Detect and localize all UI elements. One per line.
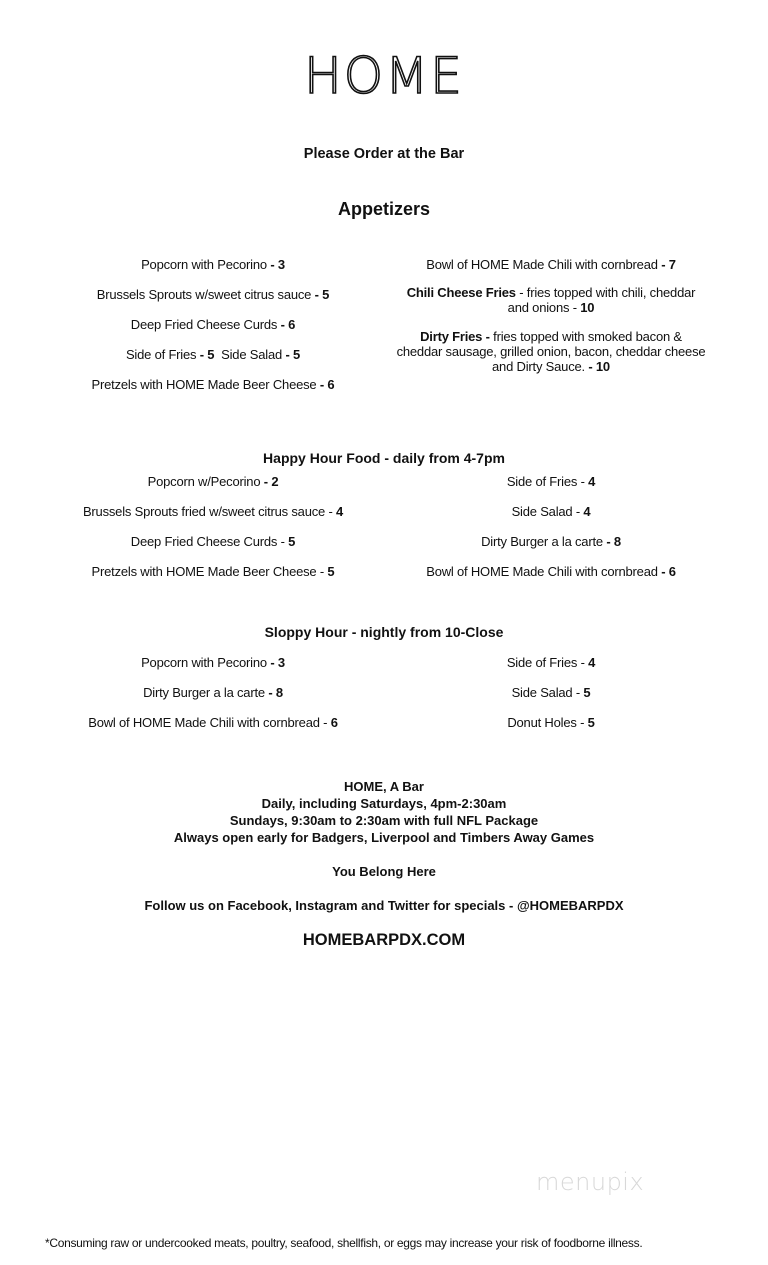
menu-item	[53, 474, 373, 489]
menu-item-bold-text: 6	[330, 715, 338, 730]
menu-item-text: Side Salad -	[511, 504, 584, 519]
menu-item-text: Brussels Sprouts w/sweet citrus sauce	[96, 287, 315, 302]
menu-item-text: Popcorn with Pecorino	[141, 655, 271, 670]
menu-item-text: Deep Fried Cheese Curds -	[130, 534, 289, 549]
menu-item	[53, 715, 373, 730]
menu-item-bold-text: - 8	[606, 534, 621, 549]
menu-item-bold-text: 10	[580, 300, 595, 315]
menu-item-bold-text: 5	[288, 534, 296, 549]
menu-item-text: Popcorn with Pecorino	[141, 257, 271, 272]
menu-item	[53, 504, 373, 519]
happy-hour-heading: Happy Hour Food - daily from 4-7pm	[263, 450, 505, 466]
menu-item-text: Brussels Sprouts fried w/sweet citrus sauce -	[82, 504, 337, 519]
menu-item	[53, 377, 373, 392]
menu-item-text: Dirty Burger a la carte	[481, 534, 607, 549]
disclaimer: *Consuming raw or undercooked meats, poultry, seafood, shellfish, or eggs may increase your risk of foodborne illness.	[45, 1236, 643, 1250]
bar-name: HOME, A Bar	[344, 779, 424, 794]
logo: HOME	[304, 47, 464, 105]
menu-item-text: Bowl of HOME Made Chili with cornbread	[426, 564, 662, 579]
menu-item	[391, 655, 711, 670]
menu-item-text: - fries topped with chili, cheddar and onions -	[507, 285, 699, 315]
menu-item	[391, 715, 711, 730]
menu-item	[53, 564, 373, 579]
menu-item	[391, 685, 711, 700]
watermark: menupix	[536, 1168, 645, 1196]
tagline: You Belong Here	[332, 864, 436, 879]
menu-item-text: Pretzels with HOME Made Beer Cheese -	[91, 564, 328, 579]
menu-item-bold-text: - 6	[661, 564, 676, 579]
menu-item-bold-text: - 5	[199, 347, 215, 362]
menu-item-text: Dirty Burger a la carte	[143, 685, 269, 700]
away-games-note: Always open early for Badgers, Liverpool and Timbers Away Games	[173, 830, 595, 845]
menu-item-text: Donut Holes -	[507, 715, 588, 730]
menu-item-text: Side of Fries -	[506, 474, 589, 489]
menu-item-bold-text: 4	[588, 655, 596, 670]
menu-item-text: Popcorn w/Pecorino	[147, 474, 264, 489]
menu-item-text: Side of Fries	[125, 347, 200, 362]
social-note: Follow us on Facebook, Instagram and Twitter for specials - @HOMEBARPDX	[144, 898, 624, 913]
menu-item-text: Side Salad -	[511, 685, 584, 700]
menu-item-bold-text: Chili Cheese Fries	[406, 285, 516, 300]
bar-info	[0, 778, 768, 846]
menu-item-bold-text: - 6	[319, 377, 335, 392]
sloppy-hour-heading: Sloppy Hour - nightly from 10-Close	[264, 624, 504, 640]
appetizers-heading: Appetizers	[337, 199, 431, 219]
menu-item-text: Side of Fries -	[506, 655, 589, 670]
menu-item-text: Deep Fried Cheese Curds	[130, 317, 281, 332]
menu-item-bold-text: 4	[583, 504, 591, 519]
menu-item-bold-text: - 5	[314, 287, 330, 302]
menu-item-text: Side Salad	[214, 347, 286, 362]
menu-item-bold-text: - 8	[268, 685, 283, 700]
menu-item-text: fries topped with smoked bacon & cheddar sausage, grilled onion, bacon, cheddar cheese and Dirty Sauce.	[396, 329, 709, 374]
hours-sunday: Sundays, 9:30am to 2:30am with full NFL Package	[229, 813, 539, 828]
menu-item-bold-text: Dirty Fries -	[420, 329, 490, 344]
menu-item	[53, 347, 373, 362]
menu-item	[396, 329, 709, 374]
menu-item-bold-text: - 5	[285, 347, 301, 362]
menu-item	[53, 287, 373, 302]
menu-item-bold-text: - 2	[263, 474, 279, 489]
menu-item	[396, 257, 706, 272]
menu-item	[391, 564, 711, 579]
menu-item-bold-text: - 10	[588, 359, 610, 374]
website-link[interactable]: HOMEBARPDX.COM	[302, 931, 466, 949]
menu-item-bold-text: - 7	[661, 257, 676, 272]
menu-item-bold-text: 4	[336, 504, 344, 519]
menu-item	[53, 685, 373, 700]
menu-item	[391, 504, 711, 519]
hours-daily: Daily, including Saturdays, 4pm-2:30am	[261, 796, 507, 811]
menu-item-bold-text: 5	[583, 685, 591, 700]
menu-item	[53, 317, 373, 332]
menu-item-bold-text: - 6	[280, 317, 296, 332]
menu-item	[396, 285, 706, 315]
order-note: Please Order at the Bar	[303, 146, 465, 162]
menu-item-bold-text: 5	[327, 564, 335, 579]
menu-item-bold-text: 4	[588, 474, 596, 489]
menu-item	[53, 534, 373, 549]
menu-item	[391, 534, 711, 549]
menu-item-text: Bowl of HOME Made Chili with cornbread	[426, 257, 662, 272]
menu-item	[53, 655, 373, 670]
menu-item-bold-text: - 3	[270, 257, 285, 272]
menu-item-text: Bowl of HOME Made Chili with cornbread -	[88, 715, 331, 730]
menu-item-bold-text: - 3	[270, 655, 285, 670]
menu-item-text: Pretzels with HOME Made Beer Cheese	[91, 377, 320, 392]
menu-item	[53, 257, 373, 272]
menu-item	[391, 474, 711, 489]
menu-item-bold-text: 5	[587, 715, 595, 730]
